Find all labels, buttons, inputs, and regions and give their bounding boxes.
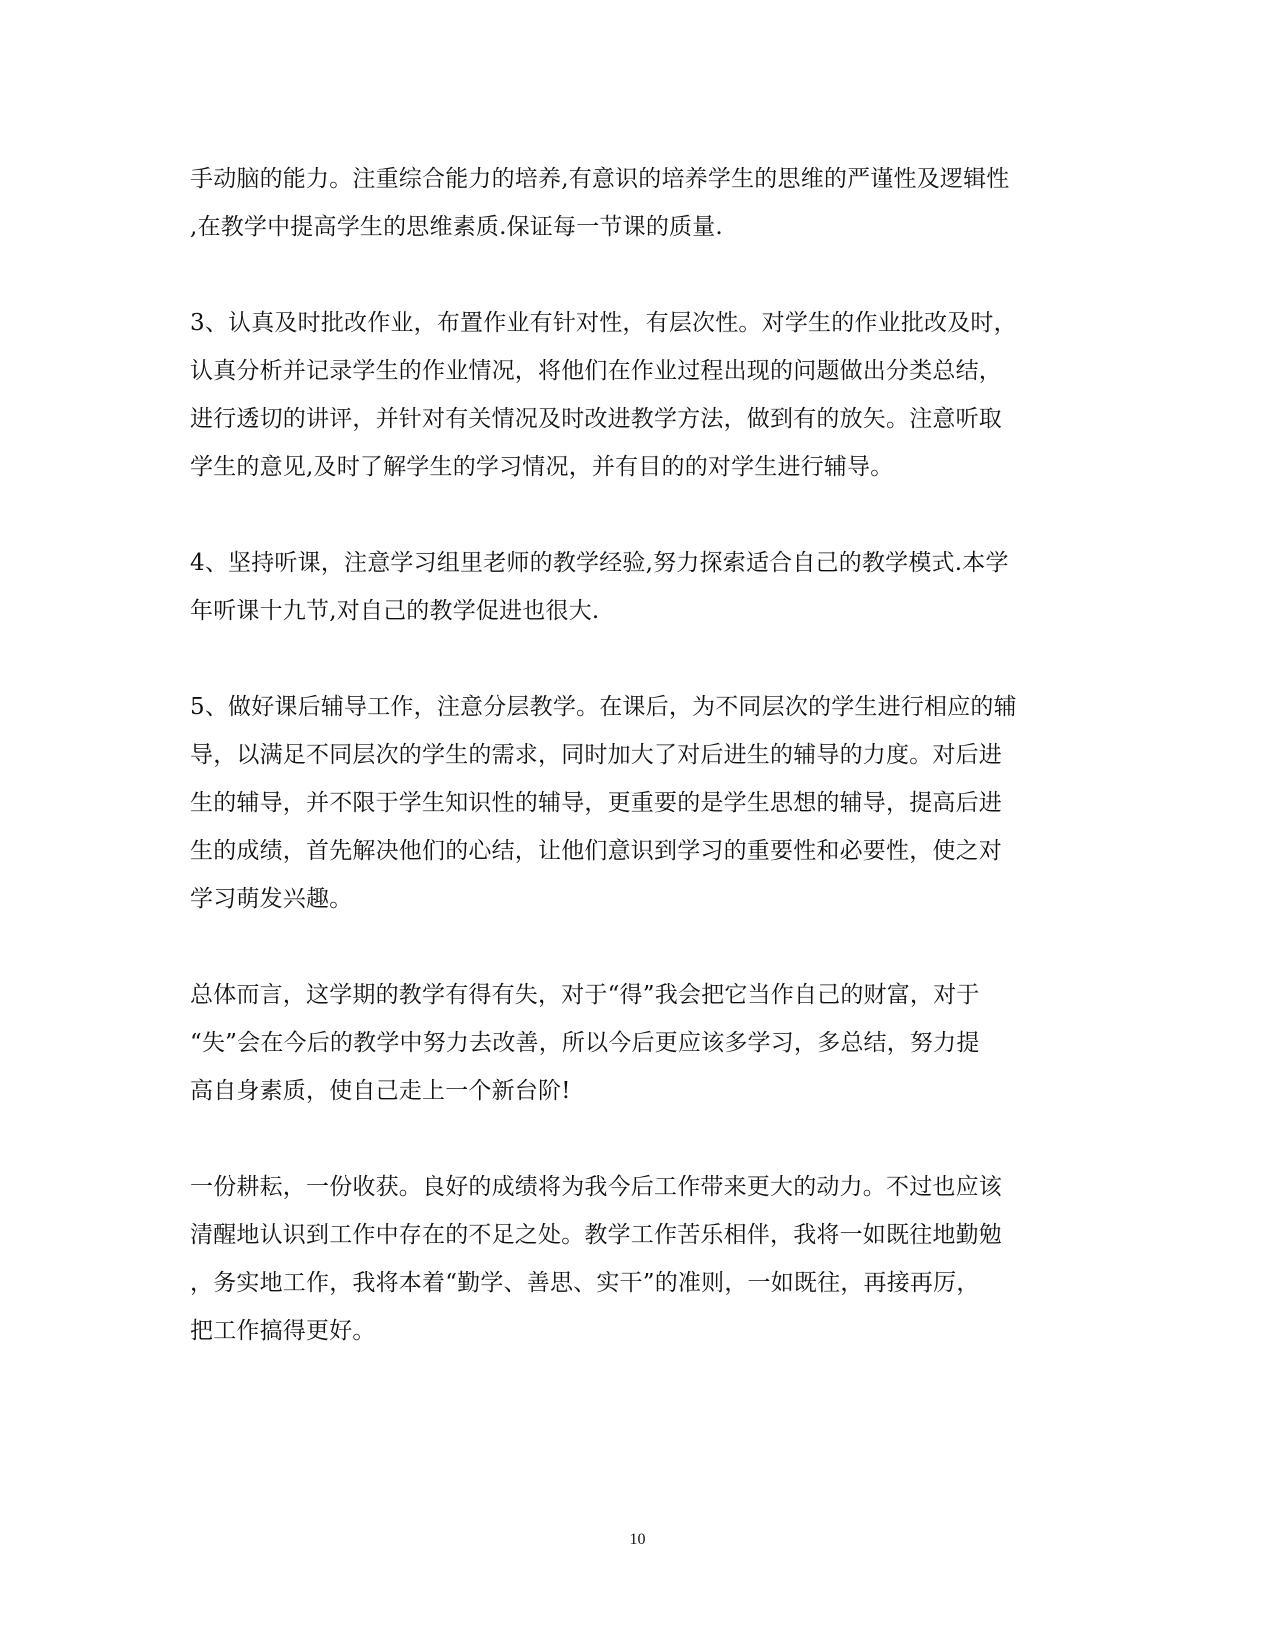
text-line: 一份耕耘，一份收获。良好的成绩将为我今后工作带来更大的动力。不过也应该 — [190, 1174, 1002, 1200]
text-line: 生的辅导，并不限于学生知识性的辅导，更重要的是学生思想的辅导，提高后进 — [190, 790, 1002, 816]
text-line: 高自身素质，使自己走上一个新台阶! — [190, 1078, 571, 1104]
text-line: ,在教学中提高学生的思维素质.保证每一节课的质量. — [190, 214, 723, 240]
text-line: 把工作搞得更好。 — [190, 1318, 376, 1344]
text-line: 总体而言，这学期的教学有得有失，对于“得”我会把它当作自己的财富，对于 — [190, 982, 980, 1008]
text-line: 年听课十九节,对自己的教学促进也很大. — [190, 598, 600, 624]
text-line: 导，以满足不同层次的学生的需求，同时加大了对后进生的辅导的力度。对后进 — [190, 742, 1002, 768]
text-line: “失”会在今后的教学中努力去改善，所以今后更应该多学习，多总结，努力提 — [190, 1030, 980, 1056]
text-line: 手动脑的能力。注重综合能力的培养,有意识的培养学生的思维的严谨性及逻辑性 — [190, 166, 1010, 192]
text-line: 学习萌发兴趣。 — [190, 886, 353, 912]
text-line: 认真分析并记录学生的作业情况，将他们在作业过程出现的问题做出分类总结， — [190, 358, 1002, 384]
text-line: 清醒地认识到工作中存在的不足之处。教学工作苦乐相伴，我将一如既往地勤勉 — [190, 1222, 1002, 1248]
paragraph-5 — [190, 971, 1085, 1115]
document-body — [190, 155, 1085, 1403]
paragraph-3 — [190, 539, 1085, 635]
text-line: 进行透切的讲评，并针对有关情况及时改进教学方法，做到有的放矢。注意听取 — [190, 406, 1002, 432]
paragraph-2 — [190, 299, 1085, 491]
text-line: ，务实地工作，我将本着“勤学、善思、实干”的准则，一如既往，再接再厉， — [190, 1270, 980, 1296]
paragraph-4 — [190, 683, 1085, 923]
text-line: 5、做好课后辅导工作，注意分层教学。在课后，为不同层次的学生进行相应的辅 — [190, 694, 1017, 720]
paragraph-1 — [190, 155, 1085, 251]
text-line: 学生的意见,及时了解学生的学习情况，并有目的的对学生进行辅导。 — [190, 454, 894, 480]
text-line: 3、认真及时批改作业，布置作业有针对性，有层次性。对学生的作业批改及时， — [190, 310, 1017, 336]
text-line: 4、坚持听课，注意学习组里老师的教学经验,努力探索适合自己的教学模式.本学 — [190, 550, 1009, 576]
text-line: 生的成绩，首先解决他们的心结，让他们意识到学习的重要性和必要性，使之对 — [190, 838, 1002, 864]
paragraph-6 — [190, 1163, 1085, 1355]
page-number: 10 — [629, 1531, 646, 1548]
